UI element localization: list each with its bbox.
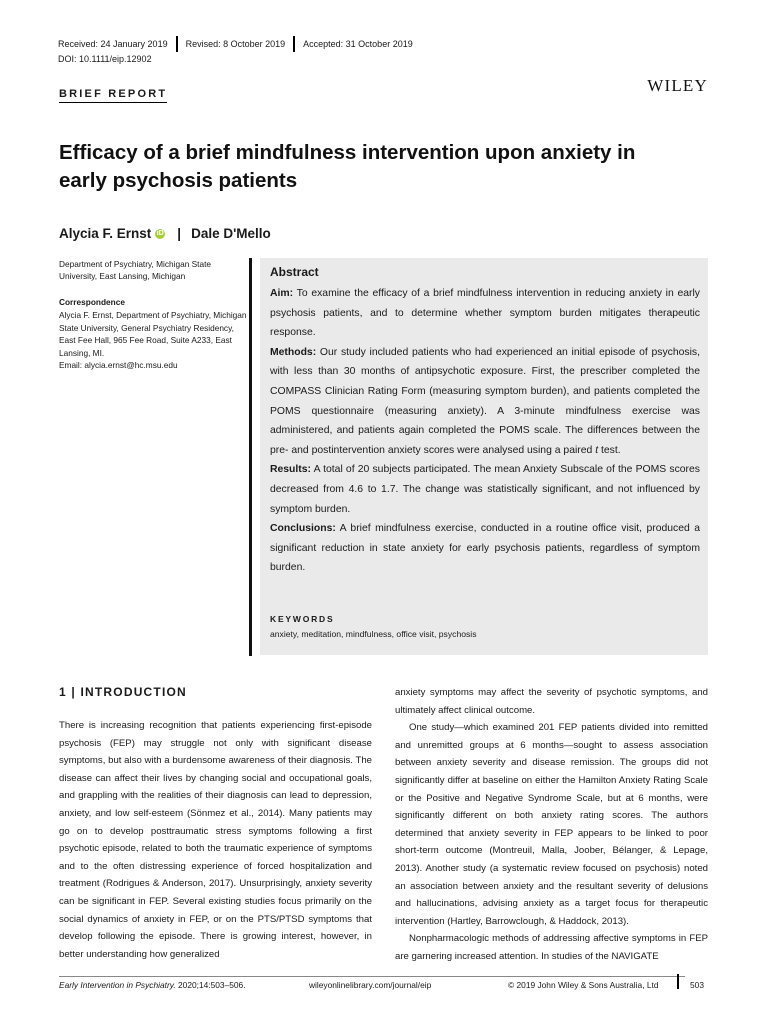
abstract-methods: Methods: Our study included patients who had experienced an initial episode of psychosis, with less than 30 months of antipsychotic exposure. First, the prescriber completed the COMPASS Clinician Rating Form (measuring symptom burden), and patients completed the POMS questionnaire (measuring anxiety). A 3-minute mindfulness exercise was administered, and patients again completed the POMS scale. The differences between the pre- and postintervention anxiety scores were analysed using a paired t test. (270, 346, 700, 456)
author-list (59, 226, 271, 241)
journal-url[interactable]: wileyonlinelibrary.com/journal/eip (309, 980, 432, 990)
article-dates (58, 37, 413, 50)
paragraph: There is increasing recognition that patients experiencing first-episode psychosis (FEP) may struggle not only with significant disease symptoms, but also with a burdensome awareness of their diagnosis. The disease can affect their lives by changing social and occupational goals, and grappling with the realities of their diagnosis can lead to depression, anxiety, and low self-esteem (Sönmez et al., 2014). Many patients may go on to develop posttraumatic stress symptoms following a first psychotic episode, related to both the traumatic experience of symptoms and to the often distressing experience of forced hospitalization and treatment (Rodrigues & Anderson, 2017). Unsurprisingly, anxiety severity can be significant in FEP. Several existing studies focus primarily on the social dynamics of anxiety in FEP, or on the PTS/PTSD symptoms that develop following the episode. There is growing interest, however, in better understanding how generalized (59, 720, 372, 960)
publisher-logo: WILEY (647, 76, 708, 95)
body-column-right (395, 684, 708, 966)
abstract-rule (249, 258, 252, 656)
correspondence (59, 309, 249, 372)
abstract-aim: Aim: To examine the efficacy of a brief mindfulness intervention in reducing anxiety in early psychosis patients, and to determine whether symptom burden mitigates therapeutic response. (270, 288, 700, 339)
orcid-icon[interactable]: iD (156, 229, 164, 237)
divider (176, 36, 178, 52)
page-number: 503 (690, 980, 704, 990)
author-dmello[interactable]: Dale D'Mello (191, 226, 271, 241)
abstract-body (270, 284, 700, 578)
section-heading: 1 | INTRODUCTION (59, 685, 187, 699)
abstract-heading: Abstract (270, 265, 319, 279)
article-title: Efficacy of a brief mindfulness intervention upon anxiety in early psychosis patients (59, 141, 636, 192)
copyright: © 2019 John Wiley & Sons Australia, Ltd (508, 980, 659, 990)
article-type: BRIEF REPORT (59, 88, 167, 103)
correspondence-email[interactable]: Email: alycia.ernst@hc.msu.edu (59, 360, 178, 371)
divider (677, 974, 679, 989)
affiliation: Department of Psychiatry, Michigan State University, East Lansing, Michigan (59, 259, 212, 281)
received-date: Received: 24 January 2019 (58, 38, 168, 49)
paragraph: Nonpharmacologic methods of addressing affective symptoms in FEP are garnering increased attention. In studies of the NAVIGATE (395, 933, 708, 962)
paragraph: One study—which examined 201 FEP patients divided into remitted and unremitted groups at 6 months—sought to assess association between anxiety severity and disease remission. The groups did not significantly differ at baseline on either the Hamilton Anxiety Rating Scale or the Positive and Negative Syndrome Scale, but at 6 months, were significantly different on both anxiety rating scores. The authors determined that anxiety severity in FEP appears to be linked to poor short-term outcome (Montreuil, Malla, Joober, Bélanger, & Lepage, 2013). Another study (a systematic review focused on psychosis) noted an association between anxiety and the resultant severity of delusions and hallucinations, advising anxiety as a target focus for therapeutic intervention (Hartley, Barrowclough, & Haddock, 2013). (395, 722, 708, 927)
author-ernst[interactable]: Alycia F. Ernst (59, 226, 152, 241)
author-separator: | (177, 226, 182, 241)
body-column-left (59, 717, 372, 963)
doi-link[interactable]: DOI: 10.1111/eip.12902 (58, 54, 152, 64)
abstract-results: Results: A total of 20 subjects participated. The mean Anxiety Subscale of the POMS scores decreased from 4.6 to 1.7. The change was statistically significant, and not influenced by symptom burden. (270, 464, 700, 515)
footer-rule (59, 976, 685, 977)
accepted-date: Accepted: 31 October 2019 (303, 38, 413, 49)
revised-date: Revised: 8 October 2019 (185, 38, 286, 49)
correspondence-address: Alycia F. Ernst, Department of Psychiatry, Michigan State University, General Psychiatry Residency, East Fee Hall, 965 Fee Road, Suite A233, East Lansing, MI. (59, 310, 247, 358)
paragraph: anxiety symptoms may affect the severity of psychotic symptoms, and ultimately affect clinical outcome. (395, 687, 708, 716)
keywords-heading: KEYWORDS (270, 614, 335, 624)
correspondence-heading: Correspondence (59, 297, 125, 307)
keywords: anxiety, meditation, mindfulness, office visit, psychosis (270, 629, 477, 639)
divider (293, 36, 295, 52)
abstract-conclusions: Conclusions: A brief mindfulness exercise, conducted in a routine office visit, produced a significant reduction in state anxiety for early psychosis patients, regardless of symptom burden. (270, 523, 700, 574)
journal-citation: Early Intervention in Psychiatry. 2020;14:503–506. (59, 980, 246, 990)
